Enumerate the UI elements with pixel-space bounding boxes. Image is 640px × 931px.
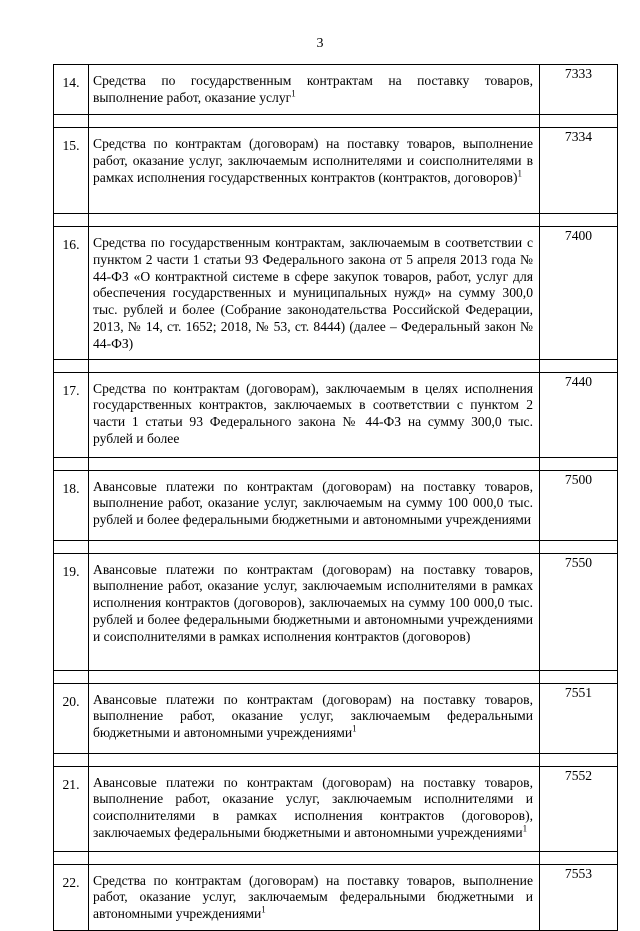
description-text: Авансовые платежи по контрактам (договорам) на поставку товаров, выполнение работ, оказание услуг, заключаемым на сумму 100 000,0 тыс. рублей и более федеральными бюджетными и автономными учреждениями [93,478,533,528]
gap-cell [54,214,89,227]
row-description [89,227,540,360]
footnote-marker: 1 [352,723,357,734]
gap-cell [540,359,618,372]
table-row [54,766,618,851]
gap-cell [54,115,89,128]
row-description [89,470,540,540]
row-description [89,372,540,457]
row-gap [54,457,618,470]
gap-cell [89,540,540,553]
row-number: 14. [54,65,89,115]
row-number: 18. [54,470,89,540]
row-gap [54,670,618,683]
description-text: Средства по государственным контрактам, заключаемым в соответствии с пунктом 2 части 1 статьи 93 Федерального закона от 5 апреля 2013 года № 44-ФЗ «О контрактной системе в сфере закупок товаров, работ, услуг для обеспечения государственных и муниципальных нужд» на сумму 300,0 тыс. рублей и более (Собрание законодательства Российской Федерации, 2013, № 14, ст. 1652; 2018, № 53, ст. 8444) (далее – Федеральный закон № 44-ФЗ) [93,235,533,351]
gap-cell [540,851,618,864]
row-description [89,766,540,851]
gap-cell [54,540,89,553]
gap-cell [89,670,540,683]
row-number: 15. [54,128,89,214]
row-code: 7500 [540,470,618,540]
gap-cell [54,851,89,864]
footnote-marker: 1 [517,168,522,179]
description-text: Средства по контрактам (договорам), заключаемым в целях исполнения государственных контрактов, заключаемых в соответствии с пунктом 2 части 1 статьи 93 Федерального закона № 44-ФЗ на сумму 300,0 тыс. рублей и более [93,380,533,446]
gap-cell [89,457,540,470]
page-number: 3 [316,36,324,51]
row-description [89,65,540,115]
row-code: 7551 [540,683,618,753]
description-text: Средства по государственным контрактам на поставку товаров, выполнение работ, оказание услуг [93,73,533,105]
table-body [54,65,618,931]
description-text: Средства по контрактам (договорам) на поставку товаров, выполнение работ, оказание услуг, заключаемым исполнителями и соисполнителями в рамках исполнения государственных контрактов (контрактов, договоров) [93,136,533,185]
row-code: 7400 [540,227,618,360]
row-gap [54,359,618,372]
footnote-marker: 1 [261,904,266,915]
row-gap [54,540,618,553]
description-text: Авансовые платежи по контрактам (договорам) на поставку товаров, выполнение работ, оказание услуг, заключаемым исполнителями и соисполнителями в рамках исполнения контрактов (договоров), заключаемых федеральными бюджетными и автономными учреждениями [93,774,533,840]
gap-cell [540,540,618,553]
row-code: 7553 [540,864,618,930]
description-text: Авансовые платежи по контрактам (договорам) на поставку товаров, выполнение работ, оказание услуг, заключаемым исполнителями в рамках исполнения контрактов (договоров), заключаемых на сумму 100 000,0 тыс. рублей и более федеральными бюджетными и автономными учреждениями и соисполнителями в рамках исполнения контрактов (договоров) [93,561,533,644]
row-number: 21. [54,766,89,851]
gap-cell [89,115,540,128]
gap-cell [89,753,540,766]
row-number: 17. [54,372,89,457]
table-row [54,65,618,115]
gap-cell [540,115,618,128]
description-text: Средства по контрактам (договорам) на поставку товаров, выполнение работ, оказание услуг, заключаемым федеральными бюджетными и автономными учреждениями [93,872,533,922]
gap-cell [89,851,540,864]
table-row [54,470,618,540]
gap-cell [54,359,89,372]
row-gap [54,115,618,128]
footnote-marker: 1 [522,823,528,834]
row-description [89,864,540,930]
gap-cell [89,359,540,372]
gap-cell [540,457,618,470]
description-text: Авансовые платежи по контрактам (договорам) на поставку товаров, выполнение работ, оказание услуг, заключаемым федеральными бюджетными и автономными учреждениями [93,691,533,741]
gap-cell [89,214,540,227]
gap-cell [54,753,89,766]
row-code: 7550 [540,553,618,670]
row-description [89,683,540,753]
row-code: 7334 [540,128,618,214]
row-gap [54,851,618,864]
table-row [54,864,618,930]
row-description [89,128,540,214]
table-row [54,128,618,214]
row-number: 19. [54,553,89,670]
table-row [54,372,618,457]
gap-cell [54,457,89,470]
table-row [54,683,618,753]
row-code: 7552 [540,766,618,851]
footnote-marker: 1 [291,88,296,99]
row-number: 22. [54,864,89,930]
row-code: 7333 [540,65,618,115]
gap-cell [540,753,618,766]
gap-cell [54,670,89,683]
budget-codes-table [53,64,618,931]
gap-cell [540,670,618,683]
table-row [54,553,618,670]
row-number: 16. [54,227,89,360]
gap-cell [540,214,618,227]
row-code: 7440 [540,372,618,457]
row-gap [54,753,618,766]
row-description [89,553,540,670]
row-gap [54,214,618,227]
table-row [54,227,618,360]
row-number: 20. [54,683,89,753]
